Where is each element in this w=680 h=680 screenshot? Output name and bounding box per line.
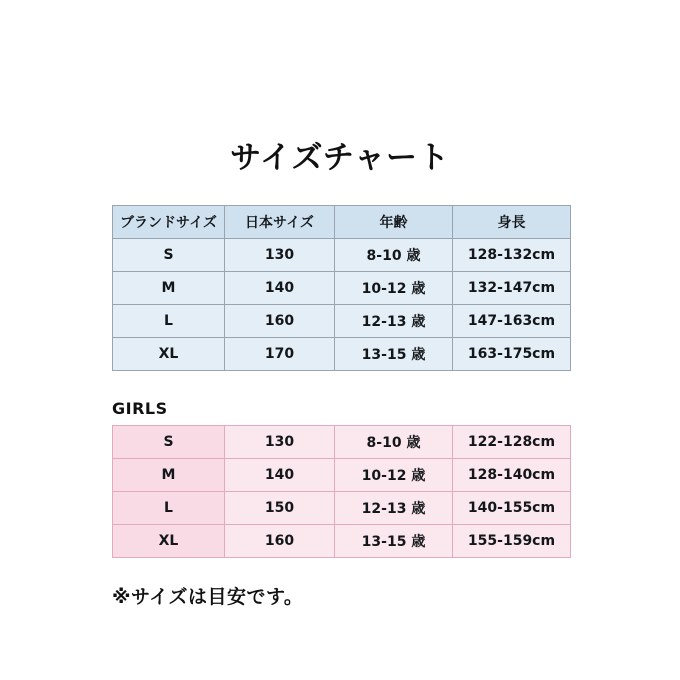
cell-brand-size: L xyxy=(113,305,225,338)
cell-height: 163-175cm xyxy=(453,338,571,371)
page-title: サイズチャート xyxy=(230,140,450,176)
cell-height: 147-163cm xyxy=(453,305,571,338)
cell-age: 13-15 歳 xyxy=(335,525,453,558)
column-header-age: 年齢 xyxy=(335,206,453,239)
cell-height: 122-128cm xyxy=(453,426,571,459)
cell-height: 155-159cm xyxy=(453,525,571,558)
column-header-height: 身長 xyxy=(453,206,571,239)
table-row xyxy=(113,525,571,558)
cell-japan-size: 140 xyxy=(225,272,335,305)
table-row xyxy=(113,492,571,525)
table-row xyxy=(113,338,571,371)
cell-japan-size: 160 xyxy=(225,305,335,338)
table-header-row xyxy=(113,206,571,239)
cell-age: 10-12 歳 xyxy=(335,272,453,305)
table-row xyxy=(113,272,571,305)
column-header-brand-size: ブランドサイズ xyxy=(113,206,225,239)
cell-japan-size: 130 xyxy=(225,239,335,272)
cell-japan-size: 130 xyxy=(225,426,335,459)
table-row xyxy=(113,305,571,338)
girls-size-table xyxy=(112,425,571,558)
cell-age: 8-10 歳 xyxy=(335,239,453,272)
cell-brand-size: L xyxy=(113,492,225,525)
boys-size-table xyxy=(112,205,571,371)
cell-age: 8-10 歳 xyxy=(335,426,453,459)
cell-japan-size: 170 xyxy=(225,338,335,371)
cell-brand-size: M xyxy=(113,459,225,492)
cell-age: 12-13 歳 xyxy=(335,492,453,525)
cell-height: 132-147cm xyxy=(453,272,571,305)
table-row xyxy=(113,459,571,492)
cell-height: 128-140cm xyxy=(453,459,571,492)
cell-japan-size: 140 xyxy=(225,459,335,492)
tables-container xyxy=(112,205,570,609)
cell-japan-size: 160 xyxy=(225,525,335,558)
cell-age: 13-15 歳 xyxy=(335,338,453,371)
cell-age: 12-13 歳 xyxy=(335,305,453,338)
column-header-japan-size: 日本サイズ xyxy=(225,206,335,239)
girls-section-label: GIRLS xyxy=(112,399,168,418)
cell-brand-size: XL xyxy=(113,525,225,558)
table-row xyxy=(113,239,571,272)
table-row xyxy=(113,426,571,459)
cell-japan-size: 150 xyxy=(225,492,335,525)
cell-height: 140-155cm xyxy=(453,492,571,525)
cell-height: 128-132cm xyxy=(453,239,571,272)
size-disclaimer-note: ※サイズは目安です。 xyxy=(112,586,304,608)
cell-brand-size: S xyxy=(113,239,225,272)
cell-brand-size: M xyxy=(113,272,225,305)
cell-brand-size: S xyxy=(113,426,225,459)
cell-age: 10-12 歳 xyxy=(335,459,453,492)
cell-brand-size: XL xyxy=(113,338,225,371)
